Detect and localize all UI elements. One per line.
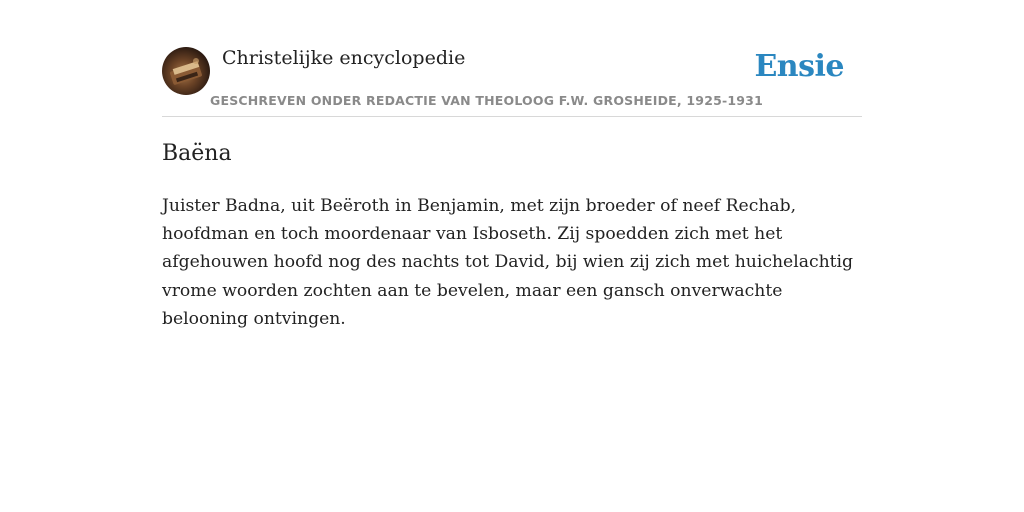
site-subtitle: GESCHREVEN ONDER REDACTIE VAN THEOLOOG F.W. GROSHEIDE, 1925-1931 [210, 93, 763, 108]
site-title[interactable]: Christelijke encyclopedie [222, 47, 466, 69]
ensie-logo[interactable]: Ensie [754, 49, 844, 84]
encyclopedia-avatar[interactable] [162, 47, 210, 95]
article-body: Juister Badna, uit Beëroth in Benjamin, met zijn broeder of neef Rechab, hoofdman en toch moordenaar van Isboseth. Zij spoedden zich met het afgehouwen hoofd nog des nachts tot David, bij wien zij zich met huichelachtig vrome woorden zochten aan te bevelen, maar een gansch onverwachte belooning ontvingen. [162, 196, 854, 329]
page-header [162, 46, 862, 117]
article-title: Baëna [162, 141, 232, 166]
book-photo-icon [162, 47, 210, 95]
